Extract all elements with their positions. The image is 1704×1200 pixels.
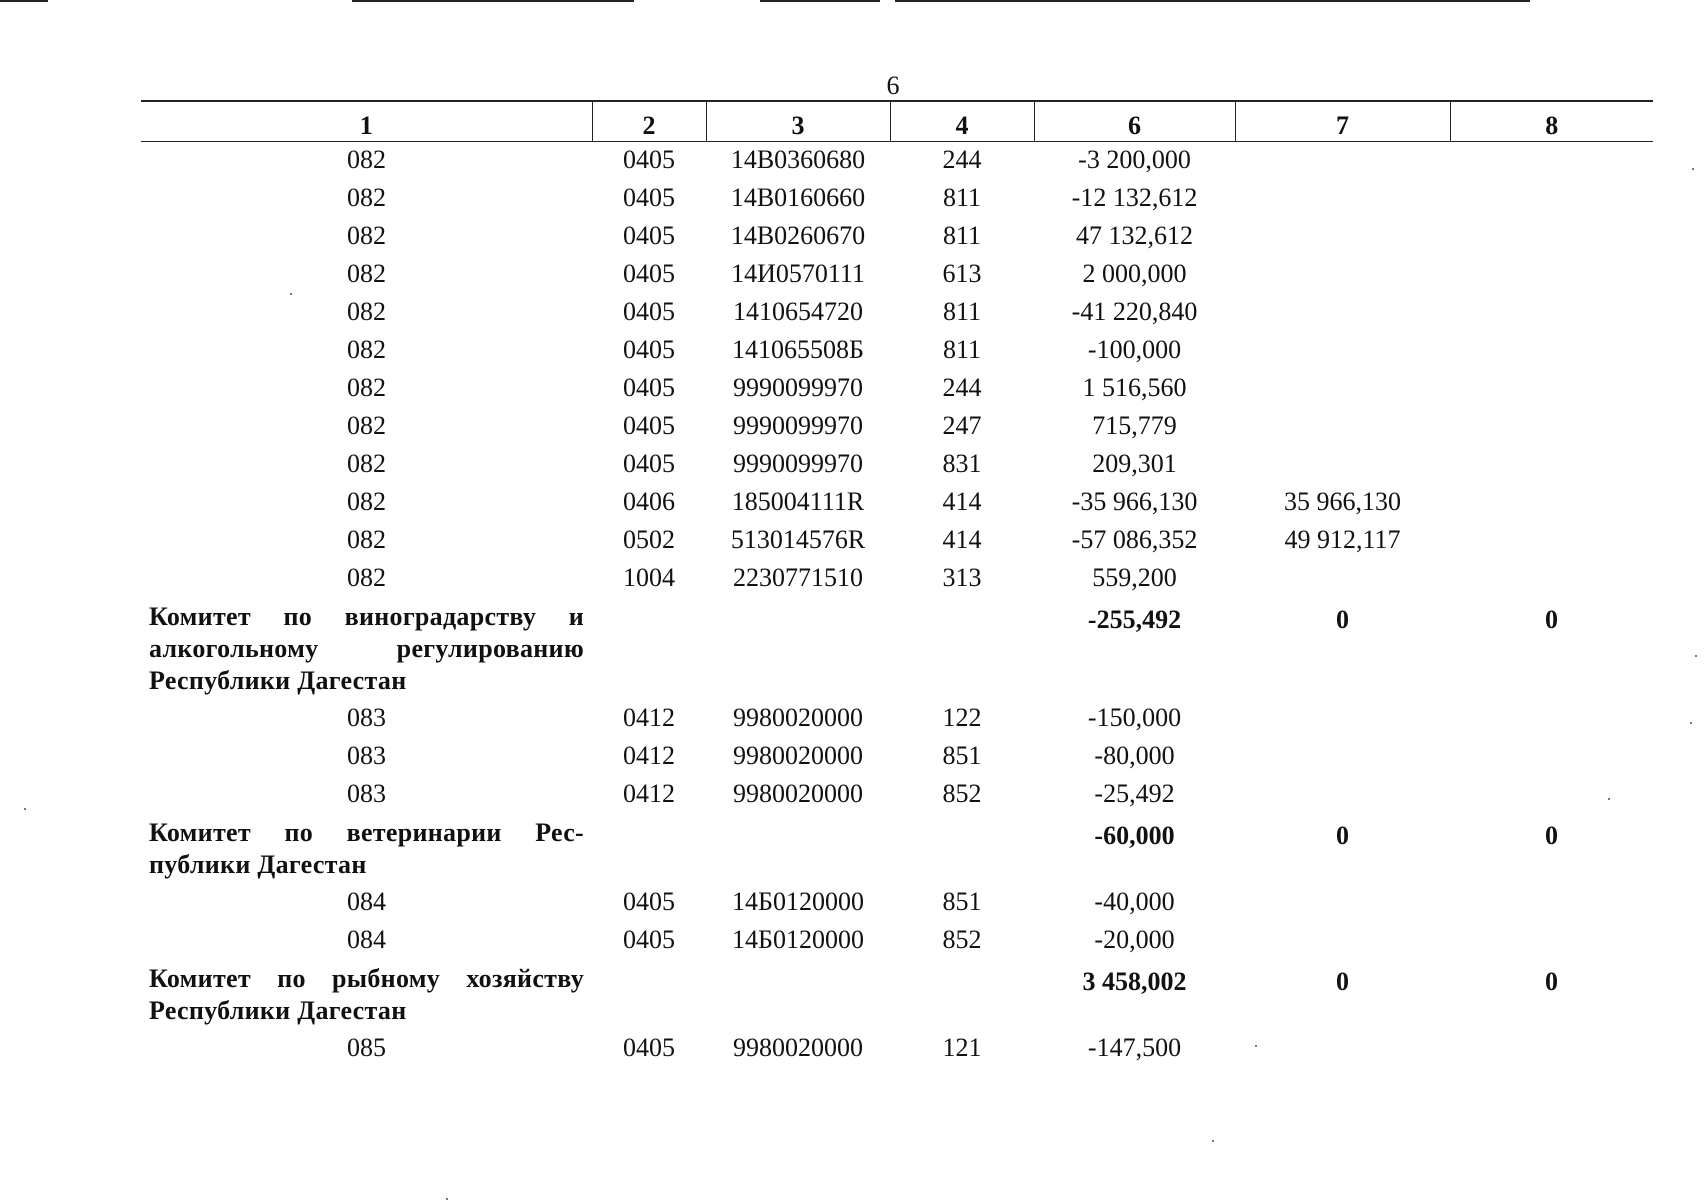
column-header: 3 (706, 102, 890, 141)
table-cell-c1: 082 (347, 145, 386, 174)
table-cell-c3: 2230771510 (733, 563, 863, 592)
table-cell-c2: 0405 (623, 373, 675, 402)
table-cell-c8 (1450, 179, 1653, 217)
table-cell-c6: 559,200 (1092, 563, 1177, 592)
table-cell-c6: -40,000 (1094, 887, 1175, 916)
table-cell-c1: 083 (347, 741, 386, 770)
table-cell-c3: 9980020000 (733, 741, 863, 770)
table-cell-c1: 082 (347, 563, 386, 592)
table-row (141, 921, 1653, 959)
table-row (141, 255, 1653, 293)
table-cell-c3: 14И0570111 (731, 259, 865, 288)
table-cell-c2: 0405 (623, 411, 675, 440)
column-header: 7 (1235, 102, 1450, 141)
column-header: 6 (1034, 102, 1235, 141)
table-cell-c1: 082 (347, 335, 386, 364)
table-cell-c6: -80,000 (1094, 741, 1175, 770)
table-row (141, 369, 1653, 407)
table-cell-c1: 082 (347, 259, 386, 288)
table-cell-c1: 082 (347, 525, 386, 554)
table-cell-c7: 35 966,130 (1284, 487, 1401, 516)
table-cell-c8 (1450, 559, 1653, 597)
scan-speck (1212, 1140, 1214, 1142)
table-cell-c6: -3 200,000 (1078, 145, 1191, 174)
organization-name-cell: Комитет по ветеринарии Рес-публики Дагестан (149, 818, 584, 879)
total-cell-c7: 0 (1336, 605, 1349, 634)
table-cell-c2: 1004 (623, 563, 675, 592)
empty-cell (592, 813, 1034, 883)
table-cell-c1: 082 (347, 373, 386, 402)
table-cell-c7 (1235, 445, 1450, 483)
group-row (141, 813, 1653, 883)
table-row (141, 883, 1653, 921)
scan-speck (1255, 1045, 1257, 1047)
table-header-row (141, 102, 1653, 141)
table-row (141, 559, 1653, 597)
table-cell-c8 (1450, 331, 1653, 369)
scan-edge-line (352, 0, 634, 2)
scan-speck (1608, 798, 1610, 800)
table-cell-c8 (1450, 141, 1653, 179)
table-row (141, 293, 1653, 331)
table-cell-c3: 9980020000 (733, 1033, 863, 1062)
group-row (141, 959, 1653, 1029)
table-row (141, 521, 1653, 559)
table-row (141, 699, 1653, 737)
table-row (141, 1029, 1653, 1067)
table-cell-c4: 414 (942, 525, 982, 554)
table-cell-c7 (1235, 331, 1450, 369)
table-cell-c4: 244 (942, 373, 982, 402)
table-row (141, 737, 1653, 775)
table-cell-c1: 085 (347, 1033, 386, 1062)
scan-edge-line (0, 0, 48, 2)
table-cell-c6: 2 000,000 (1082, 259, 1187, 288)
scan-edge-line (760, 0, 880, 2)
total-cell-c8: 0 (1545, 605, 1558, 634)
table-cell-c2: 0412 (623, 779, 675, 808)
table-cell-c3: 9980020000 (733, 703, 863, 732)
column-header: 4 (890, 102, 1034, 141)
scan-speck (290, 293, 292, 295)
total-cell-c6: -255,492 (1087, 605, 1182, 634)
table-row (141, 331, 1653, 369)
table-cell-c6: 47 132,612 (1076, 221, 1193, 250)
table-cell-c7 (1235, 141, 1450, 179)
table-cell-c4: 811 (942, 221, 982, 250)
table-cell-c3: 141065508Б (732, 335, 864, 364)
table-cell-c7 (1235, 369, 1450, 407)
table-cell-c1: 082 (347, 221, 386, 250)
column-header: 2 (592, 102, 706, 141)
table-cell-c8 (1450, 255, 1653, 293)
table-row (141, 407, 1653, 445)
table-cell-c8 (1450, 737, 1653, 775)
table-cell-c7 (1235, 293, 1450, 331)
table-cell-c1: 082 (347, 449, 386, 478)
scan-speck (1690, 722, 1692, 724)
table-cell-c2: 0405 (623, 145, 675, 174)
table-cell-c3: 14В0160660 (730, 183, 866, 212)
scan-speck (24, 808, 26, 810)
table-cell-c8 (1450, 699, 1653, 737)
table-cell-c2: 0412 (623, 703, 675, 732)
table-cell-c4: 851 (942, 741, 982, 770)
table-cell-c6: 209,301 (1092, 449, 1177, 478)
table-cell-c2: 0406 (623, 487, 675, 516)
table-cell-c4: 244 (942, 145, 982, 174)
table-cell-c4: 811 (942, 183, 982, 212)
table-cell-c6: -25,492 (1094, 779, 1175, 808)
table-cell-c3: 9990099970 (733, 411, 863, 440)
table-cell-c8 (1450, 407, 1653, 445)
table-cell-c4: 121 (942, 1033, 982, 1062)
table-cell-c7: 49 912,117 (1284, 525, 1401, 554)
table-cell-c4: 811 (942, 335, 982, 364)
table-cell-c6: 1 516,560 (1082, 373, 1187, 402)
table-cell-c8 (1450, 369, 1653, 407)
table-cell-c4: 414 (942, 487, 982, 516)
table-cell-c7 (1235, 921, 1450, 959)
table-cell-c6: -147,500 (1087, 1033, 1182, 1062)
table-cell-c4: 313 (942, 563, 982, 592)
table-cell-c7 (1235, 559, 1450, 597)
table-cell-c4: 831 (942, 449, 982, 478)
table-cell-c2: 0405 (623, 1033, 675, 1062)
table-cell-c6: -150,000 (1087, 703, 1182, 732)
table-cell-c1: 084 (347, 925, 386, 954)
table-cell-c3: 9980020000 (733, 779, 863, 808)
table-row (141, 775, 1653, 813)
table-cell-c6: -20,000 (1094, 925, 1175, 954)
table-cell-c4: 613 (942, 259, 982, 288)
table-cell-c7 (1235, 255, 1450, 293)
table-cell-c1: 082 (347, 487, 386, 516)
table-cell-c4: 852 (942, 779, 982, 808)
total-cell-c8: 0 (1545, 967, 1558, 996)
table-cell-c4: 122 (942, 703, 982, 732)
table-cell-c1: 082 (347, 297, 386, 326)
table-cell-c6: -100,000 (1087, 335, 1182, 364)
table-cell-c7 (1235, 1029, 1450, 1067)
table-cell-c1: 083 (347, 779, 386, 808)
total-cell-c8: 0 (1545, 821, 1558, 850)
table-cell-c3: 185004111R (731, 487, 865, 516)
table-row (141, 483, 1653, 521)
table-cell-c8 (1450, 445, 1653, 483)
table-cell-c8 (1450, 1029, 1653, 1067)
table-cell-c3: 9990099970 (733, 373, 863, 402)
table-cell-c2: 0405 (623, 449, 675, 478)
organization-name-cell: Комитет по виноградарству и алкогольному регулированию Республики Дагестан (149, 602, 584, 695)
table-body (141, 141, 1653, 1067)
table-cell-c2: 0405 (623, 297, 675, 326)
budget-table (141, 102, 1653, 1067)
table-cell-c7 (1235, 883, 1450, 921)
page-number: 6 (886, 71, 900, 100)
scan-edge-line (895, 0, 1530, 2)
table-cell-c4: 851 (942, 887, 982, 916)
total-cell-c7: 0 (1336, 967, 1349, 996)
empty-cell (592, 959, 1034, 1029)
table-cell-c7 (1235, 179, 1450, 217)
group-row (141, 597, 1653, 699)
table-cell-c2: 0405 (623, 925, 675, 954)
table-cell-c3: 14В0260670 (730, 221, 866, 250)
table-cell-c8 (1450, 775, 1653, 813)
table-cell-c2: 0502 (623, 525, 675, 554)
table-cell-c1: 082 (347, 183, 386, 212)
table-cell-c1: 082 (347, 411, 386, 440)
table-row (141, 445, 1653, 483)
table-row (141, 217, 1653, 255)
table-cell-c6: -35 966,130 (1071, 487, 1198, 516)
table-cell-c4: 247 (942, 411, 982, 440)
table-cell-c8 (1450, 521, 1653, 559)
table-cell-c8 (1450, 883, 1653, 921)
table-row (141, 141, 1653, 179)
total-cell-c7: 0 (1336, 821, 1349, 850)
table-cell-c1: 084 (347, 887, 386, 916)
organization-name-cell: Комитет по рыбному хозяйству Республики Дагестан (149, 964, 584, 1025)
table-cell-c2: 0405 (623, 183, 675, 212)
table-row (141, 179, 1653, 217)
table-cell-c2: 0405 (623, 335, 675, 364)
table-cell-c6: -12 132,612 (1071, 183, 1198, 212)
table-cell-c2: 0405 (623, 887, 675, 916)
scan-speck (1695, 655, 1697, 657)
column-header: 8 (1450, 102, 1653, 141)
empty-cell (592, 597, 1034, 699)
table-cell-c4: 811 (942, 297, 982, 326)
table-cell-c8 (1450, 483, 1653, 521)
table-cell-c6: 715,779 (1092, 411, 1177, 440)
column-header: 1 (359, 111, 373, 140)
scan-speck (1692, 168, 1694, 170)
table-cell-c3: 14В0360680 (730, 145, 866, 174)
table-cell-c1: 083 (347, 703, 386, 732)
table-cell-c4: 852 (942, 925, 982, 954)
total-cell-c6: -60,000 (1094, 821, 1175, 850)
table-cell-c7 (1235, 775, 1450, 813)
table-cell-c7 (1235, 699, 1450, 737)
table-cell-c3: 9990099970 (733, 449, 863, 478)
total-cell-c6: 3 458,002 (1082, 967, 1187, 996)
table-cell-c6: -41 220,840 (1071, 297, 1198, 326)
table-cell-c3: 14Б0120000 (732, 925, 864, 954)
table-cell-c7 (1235, 217, 1450, 255)
table-cell-c8 (1450, 921, 1653, 959)
table-cell-c7 (1235, 737, 1450, 775)
table-cell-c2: 0412 (623, 741, 675, 770)
table-cell-c3: 513014576R (730, 525, 866, 554)
table-cell-c7 (1235, 407, 1450, 445)
table-cell-c3: 14Б0120000 (732, 887, 864, 916)
table-cell-c2: 0405 (623, 259, 675, 288)
table-cell-c8 (1450, 293, 1653, 331)
table-cell-c3: 1410654720 (733, 297, 863, 326)
table-cell-c6: -57 086,352 (1071, 525, 1198, 554)
table-cell-c8 (1450, 217, 1653, 255)
table-cell-c2: 0405 (623, 221, 675, 250)
